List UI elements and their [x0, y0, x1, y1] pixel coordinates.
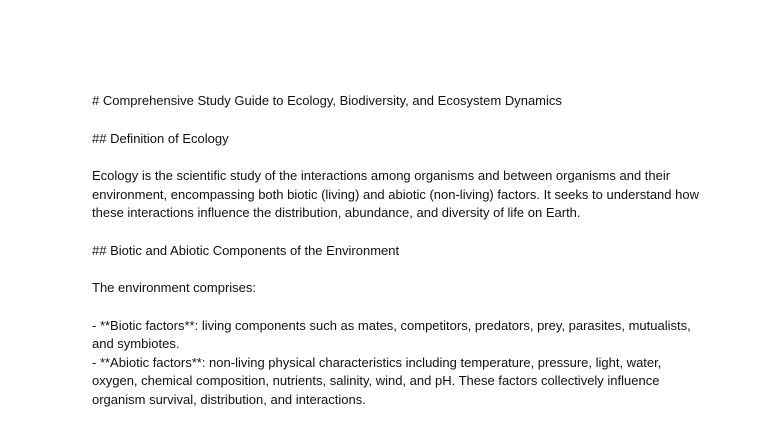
- blank-line: [92, 223, 702, 242]
- document-body: [92, 92, 702, 409]
- components-intro: The environment comprises:: [92, 280, 257, 295]
- blank-line: [92, 298, 702, 317]
- definition-paragraph: Ecology is the scientific study of the interactions among organisms and between organisms and their environment, encompassing both biotic (living) and abiotic (non-living) factors. It seeks to understand how these interactions influence the distribution, abundance, and diversity of life on Earth.: [92, 168, 699, 220]
- list-item-abiotic: - **Abiotic factors**: non-living physical characteristics including temperature, pressure, light, water, oxygen, chemical composition, nutrients, salinity, wind, and pH. These factors collectively influence organism survival, distribution, and interactions.: [92, 354, 662, 407]
- section-heading-components: ## Biotic and Abiotic Components of the Environment: [92, 242, 400, 258]
- blank-line: [92, 111, 702, 130]
- blank-line: [92, 148, 702, 167]
- document-title: # Comprehensive Study Guide to Ecology, Biodiversity, and Ecosystem Dynamics: [92, 93, 562, 108]
- blank-line: [92, 260, 702, 279]
- list-item-biotic: - **Biotic factors**: living components such as mates, competitors, predators, prey, parasites, mutualists, and symbiotes.: [92, 317, 691, 351]
- components-list: [92, 317, 702, 410]
- section-heading-definition: ## Definition of Ecology: [92, 130, 229, 146]
